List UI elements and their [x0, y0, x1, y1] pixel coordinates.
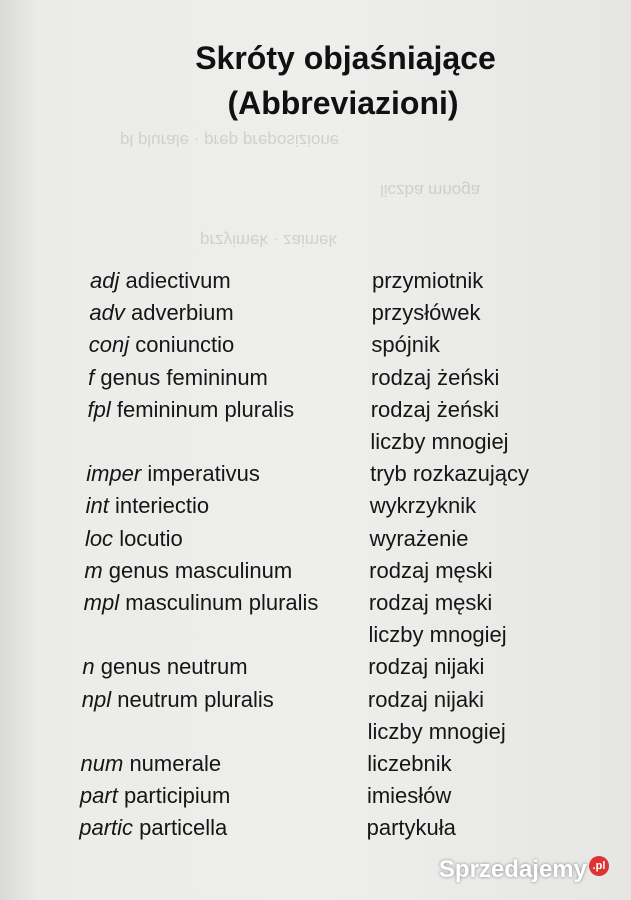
entry-polish: rodzaj męski [369, 557, 493, 583]
entry-latin: genus masculinum [108, 557, 293, 583]
entry-polish: wykrzyknik [369, 493, 477, 519]
entry-abbreviation: int [85, 493, 109, 519]
entry-latin: neutrum pluralis [117, 686, 274, 712]
entry-term [79, 815, 227, 841]
entry-latin: genus femininum [100, 364, 268, 390]
entry-term [89, 300, 233, 326]
entry-polish: tryb rozkazujący [370, 461, 530, 487]
entry-term [82, 654, 247, 680]
entry-polish-continuation: liczby mnogiej [370, 429, 509, 454]
entry-abbreviation: adj [90, 268, 120, 293]
entry-abbreviation: n [82, 654, 95, 680]
watermark [439, 856, 609, 884]
entry-abbreviation: num [80, 751, 124, 776]
entry-term [81, 751, 222, 777]
entry-latin: locutio [119, 525, 183, 551]
entry-polish-continuation: liczby mnogiej [368, 622, 507, 648]
entry-term [89, 332, 235, 358]
entry-latin: participium [123, 783, 231, 809]
entry-abbreviation: adv [89, 300, 125, 326]
entry-latin: adverbium [130, 300, 234, 326]
page-title: Skróty objaśniające [195, 40, 496, 76]
entry-term [82, 687, 274, 713]
entry-term [85, 526, 183, 552]
entry-abbreviation: fpl [87, 396, 111, 422]
entry-polish: rodzaj nijaki [368, 654, 485, 680]
entry-polish: liczebnik [367, 751, 452, 776]
entry-abbreviation: conj [88, 332, 130, 358]
entry-latin: femininum pluralis [116, 396, 295, 422]
watermark-text: Sprzedajemy [438, 856, 587, 883]
entry-latin: coniunctio [135, 332, 235, 358]
entry-term [87, 397, 294, 423]
entry-polish: rodzaj nijaki [367, 686, 485, 712]
bleed-through-text: liczba mnoga [380, 181, 481, 200]
entry-abbreviation: npl [81, 686, 112, 712]
entry-latin: interiectio [114, 493, 210, 519]
entry-polish: wyrażenie [369, 525, 469, 551]
entry-abbreviation: mpl [83, 590, 120, 615]
entry-abbreviation: loc [84, 525, 114, 551]
entry-abbreviation: partic [79, 815, 134, 841]
entry-polish: rodzaj żeński [370, 396, 500, 422]
entry-polish: spójnik [371, 332, 440, 358]
entry-polish: rodzaj żeński [371, 364, 500, 390]
entry-latin: adiectivum [125, 268, 231, 293]
entry-polish: partykuła [366, 815, 456, 841]
entry-polish: przysłówek [371, 300, 481, 326]
entry-latin: masculinum pluralis [125, 590, 319, 615]
entry-latin: genus neutrum [100, 654, 248, 680]
entry-term [90, 268, 231, 294]
entry-term [86, 493, 210, 519]
entry-polish: imiesłów [366, 783, 452, 809]
entry-abbreviation: f [88, 364, 95, 390]
entry-polish-continuation: liczby mnogiej [367, 718, 506, 744]
entry-term [88, 365, 268, 391]
entry-polish: przymiotnik [372, 268, 484, 293]
bleed-through-text: pl plurale · prep preposizione [120, 131, 340, 150]
entry-term [84, 590, 319, 616]
bleed-through-text: przyimek · zaimek [200, 231, 337, 250]
page-subtitle: (Abbreviazioni) [227, 85, 459, 121]
entry-term [80, 783, 230, 809]
entry-abbreviation: part [79, 783, 118, 809]
entry-term [84, 558, 292, 584]
entry-latin: numerale [129, 751, 222, 776]
entry-term [86, 461, 260, 487]
entry-latin: particella [139, 815, 228, 841]
entry-polish: rodzaj męski [368, 590, 493, 615]
entry-latin: imperativus [147, 461, 260, 487]
entry-abbreviation: m [84, 557, 103, 583]
watermark-badge: .pl [589, 856, 609, 876]
entry-abbreviation: imper [86, 461, 142, 487]
